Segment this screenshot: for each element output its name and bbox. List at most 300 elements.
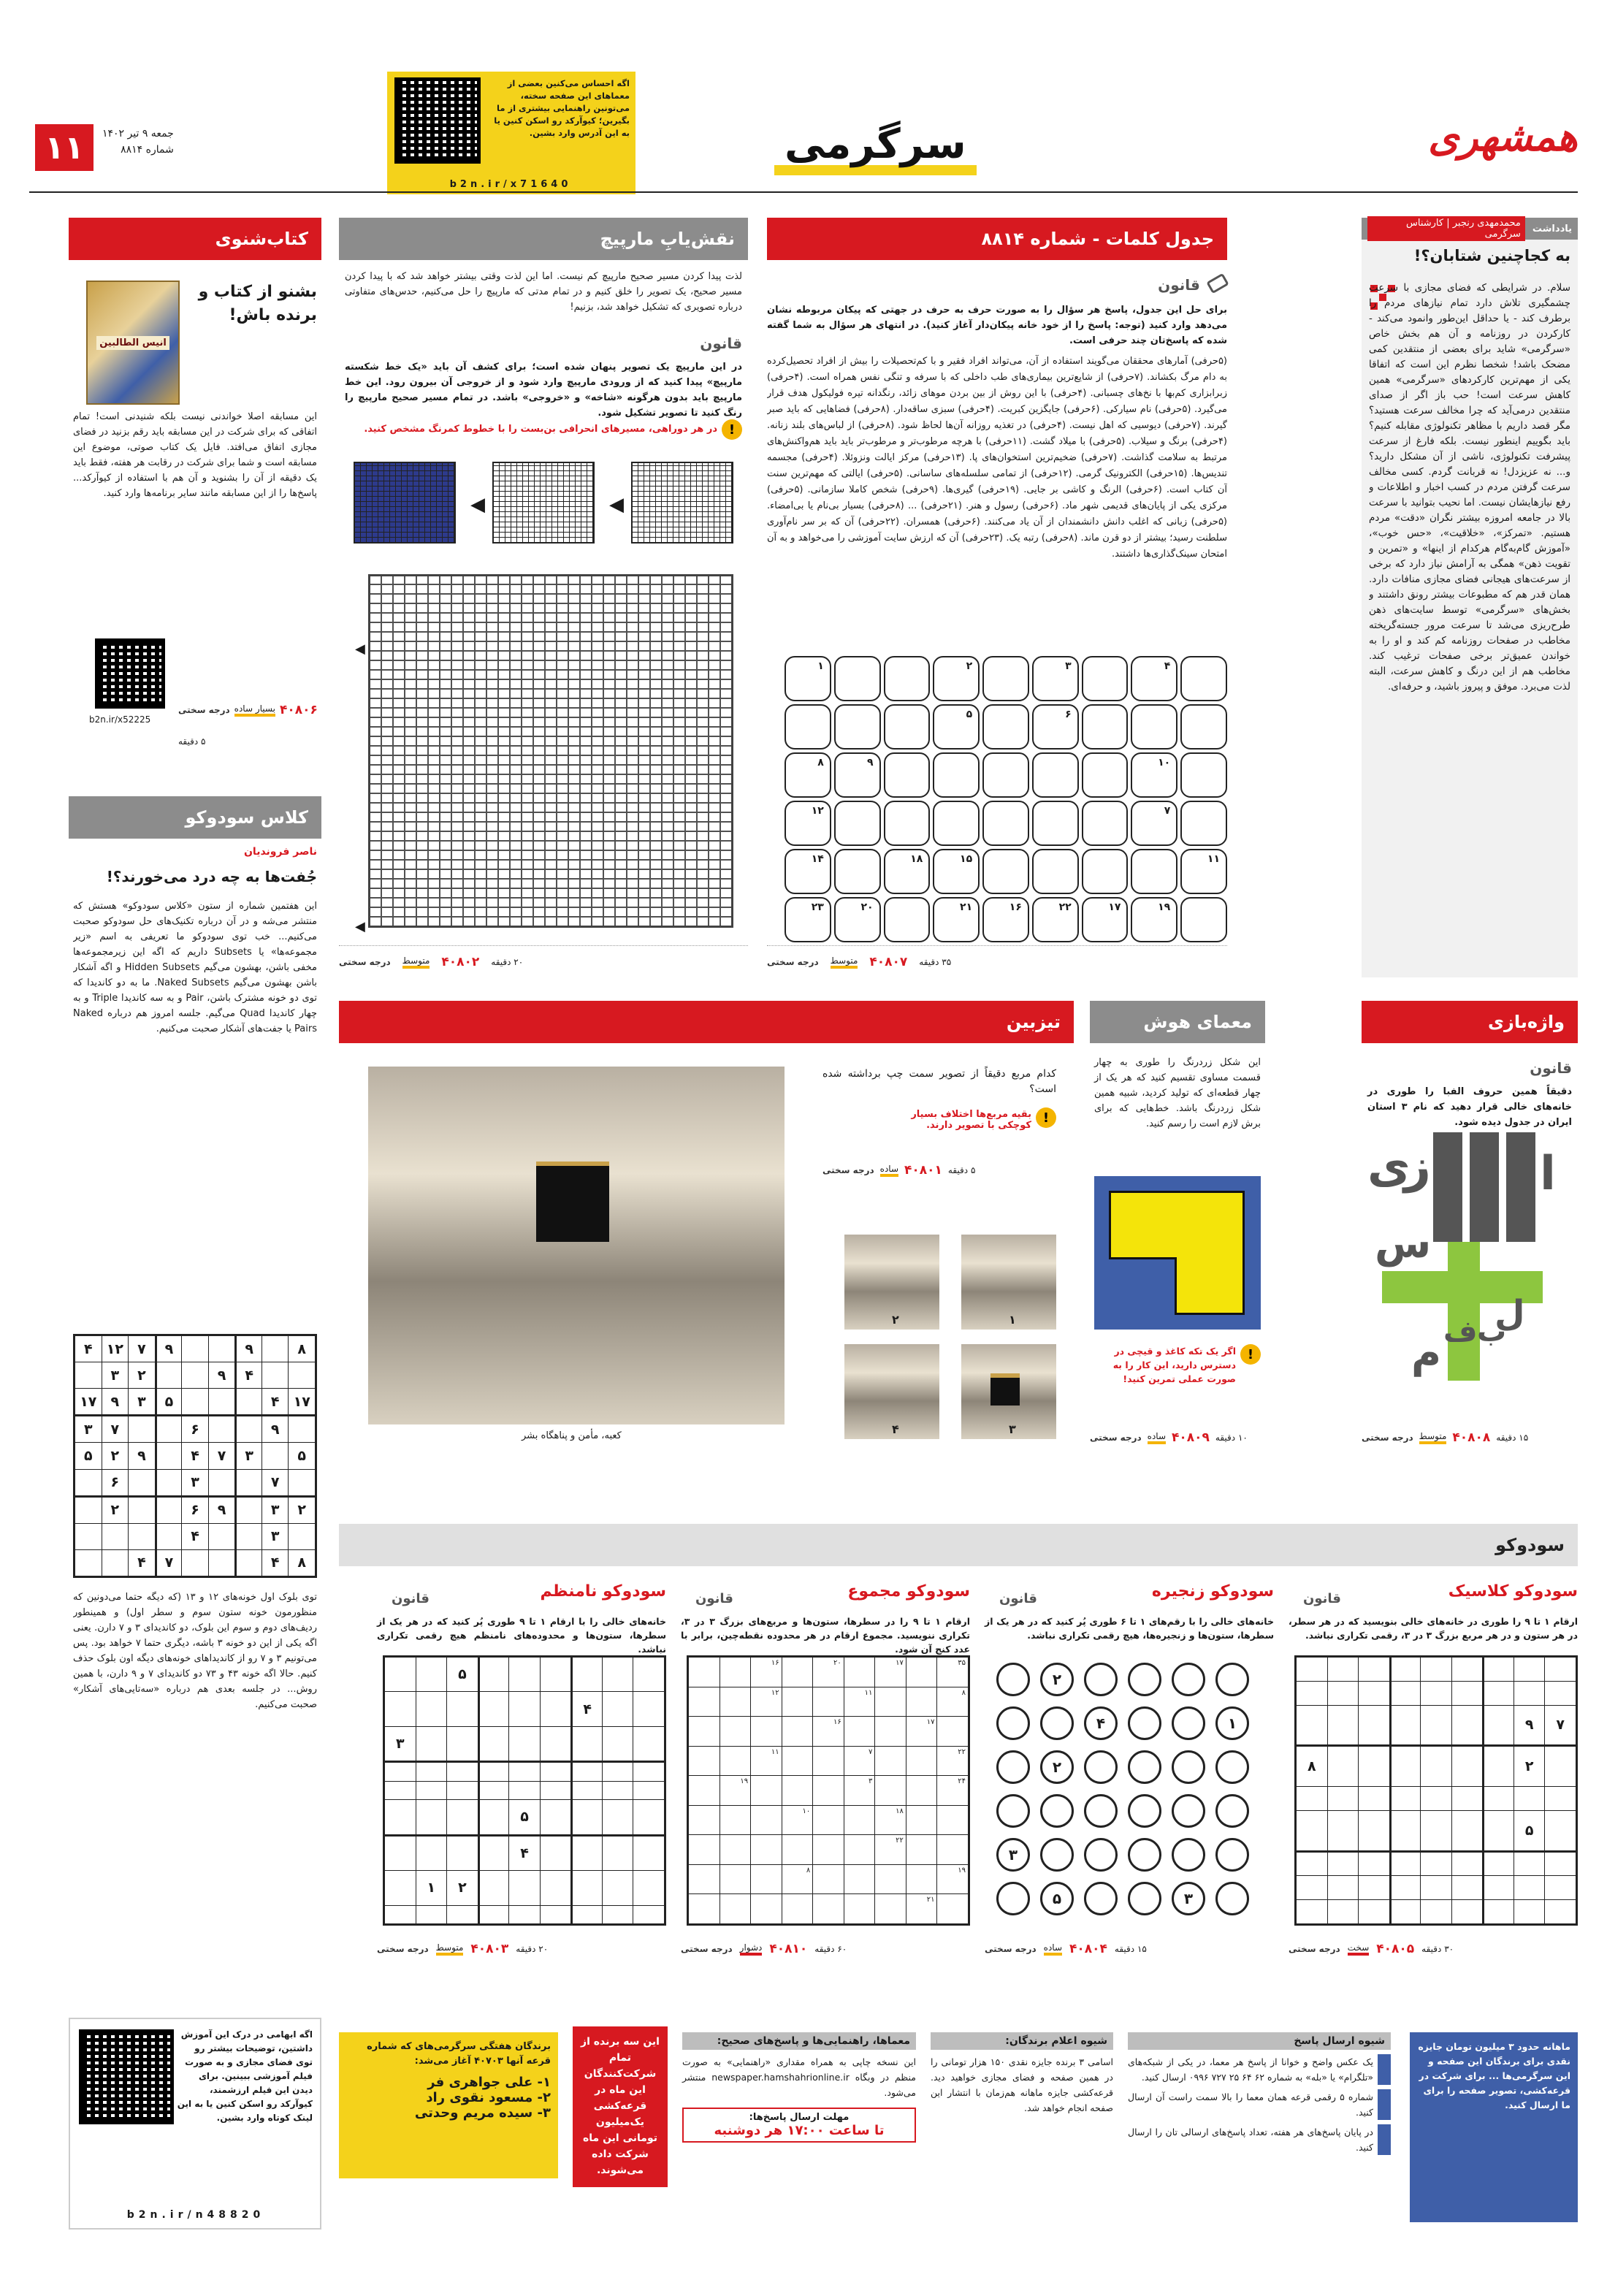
grid-cell[interactable] (906, 1747, 937, 1776)
chain-cell[interactable] (1084, 1838, 1118, 1872)
grid-cell[interactable] (1390, 1876, 1421, 1899)
grid-cell[interactable]: ۶ (182, 1498, 208, 1523)
chain-cell[interactable]: ۱ (1215, 1706, 1249, 1740)
grid-cell[interactable] (875, 1747, 906, 1776)
grid-cell[interactable]: ۹ (209, 1362, 235, 1388)
crossword-cell[interactable] (933, 704, 980, 750)
grid-cell[interactable] (156, 1470, 182, 1497)
grid-cell[interactable] (906, 1806, 937, 1835)
grid-cell[interactable] (813, 1747, 844, 1776)
grid-cell[interactable] (937, 1747, 968, 1776)
crossword-cell[interactable] (1082, 897, 1129, 942)
crossword-cell[interactable] (884, 656, 931, 701)
grid-cell[interactable] (937, 1865, 968, 1894)
crossword-cell[interactable] (933, 801, 980, 846)
grid-cell[interactable] (1483, 1876, 1514, 1899)
grid-cell[interactable] (633, 1906, 664, 1923)
grid-cell[interactable] (937, 1894, 968, 1923)
grid-cell[interactable]: ۵ (75, 1443, 102, 1468)
grid-cell[interactable] (720, 1835, 751, 1864)
grid-cell[interactable] (1359, 1658, 1389, 1681)
grid-cell[interactable] (720, 1717, 751, 1746)
grid-cell[interactable]: ۷ (102, 1416, 129, 1442)
chain-cell[interactable] (1128, 1794, 1161, 1828)
crossword-cell[interactable] (1180, 656, 1227, 701)
grid-cell[interactable] (289, 1470, 315, 1497)
grid-cell[interactable] (1452, 1706, 1483, 1747)
grid-cell[interactable] (844, 1717, 875, 1746)
grid-cell[interactable]: ۹ (209, 1498, 235, 1523)
grid-cell[interactable] (478, 1782, 509, 1799)
grid-cell[interactable] (262, 1443, 289, 1468)
grid-cell[interactable] (75, 1362, 102, 1388)
grid-cell[interactable] (478, 1763, 509, 1780)
crossword-cell[interactable] (834, 897, 881, 942)
grid-cell[interactable] (1483, 1706, 1514, 1747)
grid-cell[interactable]: ۲ (289, 1498, 315, 1523)
crossword-cell[interactable] (933, 897, 980, 942)
grid-cell[interactable] (541, 1658, 571, 1691)
grid-cell[interactable] (1452, 1658, 1483, 1681)
grid-cell[interactable] (129, 1498, 155, 1523)
crossword-cell[interactable] (884, 849, 931, 894)
grid-cell[interactable] (129, 1416, 155, 1442)
grid-cell[interactable] (182, 1362, 208, 1388)
grid-cell[interactable] (509, 1871, 540, 1904)
chain-cell[interactable] (1172, 1663, 1205, 1696)
chain-cell[interactable] (1215, 1663, 1249, 1696)
grid-cell[interactable] (782, 1806, 813, 1835)
grid-cell[interactable] (478, 1871, 509, 1904)
crossword-cell[interactable] (834, 704, 881, 750)
grid-cell[interactable] (541, 1871, 571, 1904)
grid-cell[interactable] (1359, 1853, 1389, 1876)
crossword-cell[interactable] (1131, 656, 1177, 701)
grid-cell[interactable] (571, 1800, 602, 1835)
grid-cell[interactable] (416, 1906, 447, 1923)
crossword-cell[interactable] (785, 704, 831, 750)
grid-cell[interactable] (1545, 1811, 1576, 1852)
grid-cell[interactable] (689, 1776, 719, 1805)
grid-cell[interactable] (571, 1763, 602, 1780)
grid-cell[interactable] (385, 1658, 416, 1691)
grid-cell[interactable] (541, 1763, 571, 1780)
chain-cell[interactable] (1040, 1706, 1074, 1740)
grid-cell[interactable] (1359, 1876, 1389, 1899)
crossword-cell[interactable] (1032, 897, 1079, 942)
grid-cell[interactable] (289, 1524, 315, 1549)
grid-cell[interactable] (689, 1687, 719, 1717)
grid-cell[interactable] (1328, 1876, 1359, 1899)
grid-cell[interactable] (844, 1865, 875, 1894)
grid-cell[interactable] (1452, 1682, 1483, 1705)
grid-cell[interactable] (603, 1800, 633, 1835)
grid-cell[interactable] (603, 1727, 633, 1762)
grid-cell[interactable] (782, 1776, 813, 1805)
grid-cell[interactable] (478, 1692, 509, 1725)
grid-cell[interactable] (541, 1906, 571, 1923)
grid-cell[interactable] (720, 1747, 751, 1776)
crossword-cell[interactable] (1180, 752, 1227, 798)
grid-cell[interactable] (1328, 1747, 1359, 1786)
grid-cell[interactable] (1359, 1747, 1389, 1786)
grid-cell[interactable] (1483, 1658, 1514, 1681)
grid-cell[interactable] (156, 1498, 182, 1523)
grid-cell[interactable] (416, 1782, 447, 1799)
grid-cell[interactable] (478, 1837, 509, 1870)
grid-cell[interactable]: ۵ (447, 1658, 478, 1691)
grid-cell[interactable] (571, 1906, 602, 1923)
crossword-cell[interactable] (785, 752, 831, 798)
grid-cell[interactable] (1328, 1706, 1359, 1747)
grid-cell[interactable] (509, 1906, 540, 1923)
grid-cell[interactable] (720, 1865, 751, 1894)
grid-cell[interactable] (571, 1837, 602, 1870)
grid-cell[interactable] (875, 1806, 906, 1835)
grid-cell[interactable]: ۲ (1514, 1747, 1545, 1786)
grid-cell[interactable] (844, 1776, 875, 1805)
sudoku-irregular-grid[interactable] (383, 1655, 666, 1926)
grid-cell[interactable] (541, 1692, 571, 1725)
crossword-cell[interactable] (982, 656, 1029, 701)
grid-cell[interactable]: ۴ (235, 1362, 262, 1388)
crossword-cell[interactable] (1032, 849, 1079, 894)
crossword-cell[interactable] (982, 897, 1029, 942)
footer-qr[interactable] (79, 2029, 174, 2124)
grid-cell[interactable] (182, 1336, 208, 1362)
grid-cell[interactable] (689, 1894, 719, 1923)
chain-cell[interactable] (996, 1750, 1030, 1784)
grid-cell[interactable] (478, 1658, 509, 1691)
crossword-cell[interactable] (1082, 656, 1129, 701)
grid-cell[interactable] (937, 1717, 968, 1746)
chain-cell[interactable] (996, 1882, 1030, 1915)
chain-cell[interactable]: ۴ (1084, 1706, 1118, 1740)
grid-cell[interactable] (751, 1687, 782, 1717)
grid-cell[interactable]: ۶ (182, 1416, 208, 1442)
grid-cell[interactable] (1297, 1876, 1327, 1899)
grid-cell[interactable] (633, 1658, 664, 1691)
grid-cell[interactable] (906, 1865, 937, 1894)
grid-cell[interactable] (1297, 1658, 1327, 1681)
crossword-cell[interactable] (1180, 801, 1227, 846)
grid-cell[interactable]: ۶ (102, 1470, 129, 1497)
grid-cell[interactable] (1390, 1811, 1421, 1852)
chain-cell[interactable] (1215, 1794, 1249, 1828)
crossword-cell[interactable] (834, 849, 881, 894)
grid-cell[interactable] (1545, 1658, 1576, 1681)
grid-cell[interactable]: ۴ (75, 1336, 102, 1362)
grid-cell[interactable] (633, 1727, 664, 1762)
grid-cell[interactable] (1421, 1658, 1451, 1681)
chain-cell[interactable] (1215, 1838, 1249, 1872)
grid-cell[interactable] (689, 1865, 719, 1894)
grid-cell[interactable] (1421, 1787, 1451, 1810)
grid-cell[interactable]: ۴ (182, 1443, 208, 1468)
grid-cell[interactable] (156, 1362, 182, 1388)
grid-cell[interactable] (844, 1658, 875, 1687)
crossword-cell[interactable] (1032, 752, 1079, 798)
grid-cell[interactable] (813, 1806, 844, 1835)
grid-cell[interactable] (782, 1894, 813, 1923)
grid-cell[interactable] (844, 1747, 875, 1776)
chain-cell[interactable]: ۲ (1040, 1750, 1074, 1784)
grid-cell[interactable] (509, 1727, 540, 1762)
grid-cell[interactable] (1483, 1747, 1514, 1786)
grid-cell[interactable] (906, 1894, 937, 1923)
crossword-cell[interactable] (884, 704, 931, 750)
grid-cell[interactable] (235, 1498, 262, 1523)
grid-cell[interactable] (385, 1782, 416, 1799)
grid-cell[interactable] (1390, 1706, 1421, 1747)
grid-cell[interactable] (1545, 1787, 1576, 1810)
crossword-cell[interactable] (785, 849, 831, 894)
grid-cell[interactable] (509, 1763, 540, 1780)
grid-cell[interactable] (603, 1871, 633, 1904)
grid-cell[interactable]: ۷ (209, 1443, 235, 1468)
grid-cell[interactable] (1390, 1682, 1421, 1705)
grid-cell[interactable] (1452, 1876, 1483, 1899)
grid-cell[interactable] (1452, 1900, 1483, 1923)
grid-cell[interactable] (447, 1727, 478, 1762)
grid-cell[interactable] (416, 1763, 447, 1780)
grid-cell[interactable] (937, 1658, 968, 1687)
grid-cell[interactable]: ۴ (571, 1692, 602, 1725)
grid-cell[interactable] (209, 1389, 235, 1416)
grid-cell[interactable] (447, 1906, 478, 1923)
grid-cell[interactable]: ۹ (1514, 1706, 1545, 1747)
grid-cell[interactable] (541, 1782, 571, 1799)
grid-cell[interactable] (1297, 1853, 1327, 1876)
grid-cell[interactable] (385, 1871, 416, 1904)
grid-cell[interactable] (875, 1865, 906, 1894)
grid-cell[interactable]: ۱۷ (75, 1389, 102, 1416)
grid-cell[interactable] (289, 1362, 315, 1388)
chain-cell[interactable] (1128, 1838, 1161, 1872)
grid-cell[interactable] (782, 1747, 813, 1776)
grid-cell[interactable] (156, 1443, 182, 1468)
grid-cell[interactable] (385, 1906, 416, 1923)
grid-cell[interactable] (1483, 1811, 1514, 1852)
crossword-cell[interactable] (1180, 849, 1227, 894)
chain-cell[interactable]: ۳ (1172, 1882, 1205, 1915)
grid-cell[interactable] (906, 1658, 937, 1687)
grid-cell[interactable]: ۷ (262, 1470, 289, 1497)
grid-cell[interactable] (209, 1336, 235, 1362)
grid-cell[interactable] (1421, 1706, 1451, 1747)
grid-cell[interactable] (633, 1871, 664, 1904)
grid-cell[interactable] (209, 1416, 235, 1442)
grid-cell[interactable] (844, 1687, 875, 1717)
grid-cell[interactable] (1297, 1682, 1327, 1705)
grid-cell[interactable]: ۹ (156, 1336, 182, 1362)
grid-cell[interactable] (603, 1692, 633, 1725)
crossword-cell[interactable] (834, 752, 881, 798)
grid-cell[interactable] (1514, 1853, 1545, 1876)
grid-cell[interactable]: ۳ (235, 1443, 262, 1468)
book-qr-url[interactable]: b2n.ir/x52225 (89, 714, 151, 725)
grid-cell[interactable]: ۲ (102, 1498, 129, 1523)
chain-cell[interactable] (1128, 1882, 1161, 1915)
grid-cell[interactable] (1328, 1853, 1359, 1876)
grid-cell[interactable]: ۹ (129, 1443, 155, 1468)
grid-cell[interactable] (751, 1658, 782, 1687)
grid-cell[interactable] (844, 1894, 875, 1923)
option-2[interactable] (844, 1235, 939, 1330)
grid-cell[interactable] (1297, 1811, 1327, 1852)
maze-grid[interactable] (368, 574, 733, 928)
grid-cell[interactable] (509, 1692, 540, 1725)
grid-cell[interactable] (633, 1800, 664, 1835)
qr-url[interactable]: b2n.ir/x71640 (449, 179, 572, 190)
grid-cell[interactable] (447, 1800, 478, 1835)
chain-cell[interactable] (1215, 1750, 1249, 1784)
crossword-cell[interactable] (1082, 801, 1129, 846)
grid-cell[interactable] (720, 1658, 751, 1687)
grid-cell[interactable] (1390, 1747, 1421, 1786)
grid-cell[interactable] (1545, 1876, 1576, 1899)
chain-cell[interactable] (1040, 1838, 1074, 1872)
grid-cell[interactable] (1483, 1682, 1514, 1705)
chain-cell[interactable] (1172, 1794, 1205, 1828)
grid-cell[interactable] (416, 1837, 447, 1870)
grid-cell[interactable] (262, 1362, 289, 1388)
grid-cell[interactable]: ۸ (289, 1550, 315, 1576)
grid-cell[interactable] (603, 1658, 633, 1691)
grid-cell[interactable] (416, 1658, 447, 1691)
grid-cell[interactable] (209, 1524, 235, 1549)
grid-cell[interactable] (1483, 1900, 1514, 1923)
grid-cell[interactable]: ۹ (262, 1416, 289, 1442)
grid-cell[interactable] (416, 1800, 447, 1835)
option-4[interactable] (844, 1344, 939, 1439)
grid-cell[interactable] (844, 1806, 875, 1835)
grid-cell[interactable] (1328, 1900, 1359, 1923)
crossword-cell[interactable] (1131, 704, 1177, 750)
grid-cell[interactable]: ۷ (129, 1336, 155, 1362)
grid-cell[interactable] (875, 1717, 906, 1746)
grid-cell[interactable] (209, 1550, 235, 1576)
grid-cell[interactable] (235, 1550, 262, 1576)
grid-cell[interactable]: ۵ (289, 1443, 315, 1468)
grid-cell[interactable] (478, 1906, 509, 1923)
grid-cell[interactable] (1328, 1658, 1359, 1681)
grid-cell[interactable] (1452, 1747, 1483, 1786)
crossword-cell[interactable] (1131, 801, 1177, 846)
chain-cell[interactable]: ۳ (996, 1838, 1030, 1872)
grid-cell[interactable] (751, 1894, 782, 1923)
grid-cell[interactable] (1297, 1706, 1327, 1747)
crossword-cell[interactable] (982, 752, 1029, 798)
grid-cell[interactable] (447, 1782, 478, 1799)
grid-cell[interactable] (129, 1524, 155, 1549)
grid-cell[interactable] (633, 1692, 664, 1725)
grid-cell[interactable] (1359, 1682, 1389, 1705)
grid-cell[interactable] (937, 1687, 968, 1717)
grid-cell[interactable] (813, 1894, 844, 1923)
grid-cell[interactable] (385, 1837, 416, 1870)
grid-cell[interactable] (1421, 1853, 1451, 1876)
grid-cell[interactable] (813, 1687, 844, 1717)
grid-cell[interactable] (1483, 1853, 1514, 1876)
grid-cell[interactable] (751, 1717, 782, 1746)
grid-cell[interactable] (906, 1776, 937, 1805)
qr-code[interactable] (394, 77, 481, 164)
grid-cell[interactable] (262, 1336, 289, 1362)
grid-cell[interactable] (813, 1717, 844, 1746)
chain-cell[interactable] (1084, 1794, 1118, 1828)
grid-cell[interactable] (689, 1747, 719, 1776)
grid-cell[interactable] (1328, 1787, 1359, 1810)
chain-cell[interactable] (996, 1706, 1030, 1740)
chain-cell[interactable] (1172, 1838, 1205, 1872)
grid-cell[interactable] (603, 1782, 633, 1799)
grid-cell[interactable] (782, 1717, 813, 1746)
grid-cell[interactable] (156, 1524, 182, 1549)
grid-cell[interactable] (1421, 1682, 1451, 1705)
crossword-cell[interactable] (1131, 897, 1177, 942)
crossword-cell[interactable] (1082, 752, 1129, 798)
sudoku-chain-board[interactable] (996, 1663, 1259, 1926)
grid-cell[interactable] (1545, 1853, 1576, 1876)
crossword-cell[interactable] (1131, 849, 1177, 894)
grid-cell[interactable] (156, 1416, 182, 1442)
chain-cell[interactable] (1084, 1663, 1118, 1696)
grid-cell[interactable] (235, 1524, 262, 1549)
crossword-cell[interactable] (884, 897, 931, 942)
crossword-cell[interactable] (785, 897, 831, 942)
chain-cell[interactable] (996, 1663, 1030, 1696)
grid-cell[interactable] (102, 1524, 129, 1549)
grid-cell[interactable] (1328, 1811, 1359, 1852)
crossword-cell[interactable] (1180, 704, 1227, 750)
crossword-cell[interactable] (1032, 801, 1079, 846)
option-1[interactable] (961, 1235, 1056, 1330)
grid-cell[interactable] (509, 1782, 540, 1799)
crossword-cell[interactable] (1032, 656, 1079, 701)
grid-cell[interactable] (182, 1389, 208, 1416)
grid-cell[interactable] (571, 1658, 602, 1691)
chain-cell[interactable]: ۵ (1040, 1882, 1074, 1915)
grid-cell[interactable] (603, 1837, 633, 1870)
grid-cell[interactable]: ۳ (262, 1524, 289, 1549)
grid-cell[interactable] (1421, 1876, 1451, 1899)
grid-cell[interactable] (385, 1692, 416, 1725)
grid-cell[interactable]: ۸ (1297, 1747, 1327, 1786)
grid-cell[interactable] (751, 1865, 782, 1894)
grid-cell[interactable] (813, 1776, 844, 1805)
sudoku-classic-grid[interactable] (1294, 1655, 1578, 1926)
grid-cell[interactable] (633, 1782, 664, 1799)
grid-cell[interactable] (751, 1806, 782, 1835)
chain-cell[interactable] (1128, 1706, 1161, 1740)
grid-cell[interactable] (75, 1524, 102, 1549)
grid-cell[interactable] (782, 1687, 813, 1717)
crossword-cell[interactable] (884, 752, 931, 798)
grid-cell[interactable] (875, 1894, 906, 1923)
grid-cell[interactable]: ۳ (182, 1470, 208, 1497)
grid-cell[interactable] (1452, 1787, 1483, 1810)
grid-cell[interactable] (447, 1692, 478, 1725)
grid-cell[interactable] (1452, 1853, 1483, 1876)
grid-cell[interactable] (813, 1658, 844, 1687)
grid-cell[interactable] (1514, 1658, 1545, 1681)
grid-cell[interactable] (1297, 1900, 1327, 1923)
grid-cell[interactable] (571, 1782, 602, 1799)
grid-cell[interactable] (937, 1835, 968, 1864)
grid-cell[interactable] (875, 1658, 906, 1687)
chain-cell[interactable] (1040, 1794, 1074, 1828)
